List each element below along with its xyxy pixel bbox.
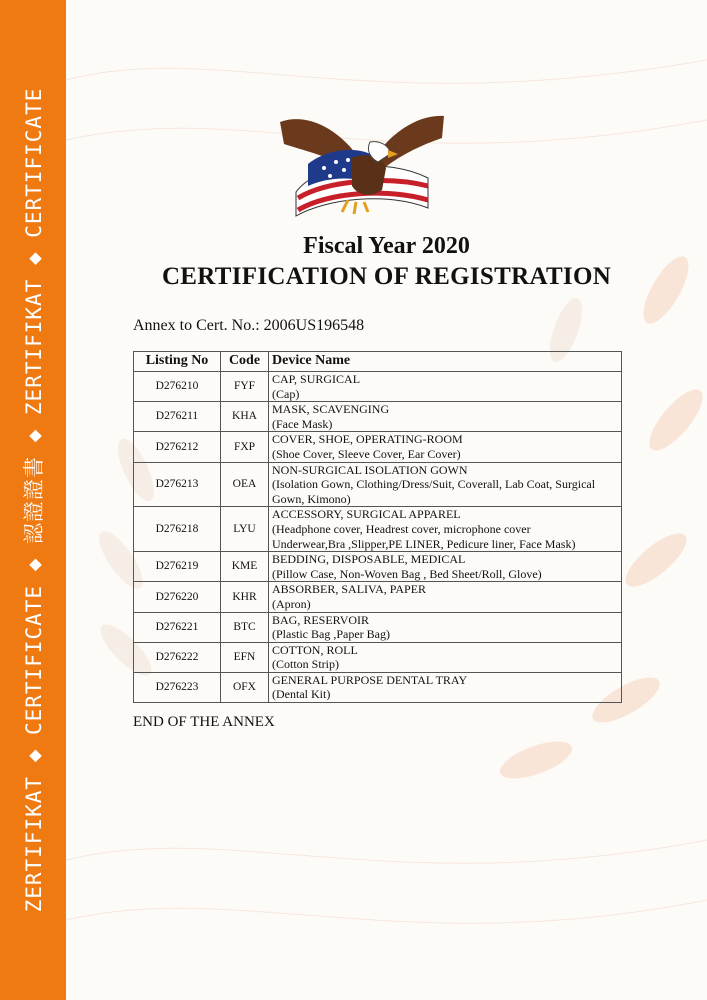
listing-no: D276211 [134, 402, 221, 432]
sidebar-text: ZERTIFIKAT ◆ CERTIFICATE ◆ 認證證書 ◆ ZERTIFIKAT ◆ CERTIFICATE [22, 87, 46, 913]
end-of-annex: END OF THE ANNEX [133, 714, 275, 730]
listing-no: D276223 [134, 672, 221, 702]
listing-no: D276221 [134, 612, 221, 642]
table-row [134, 402, 622, 432]
device-code: BTC [221, 612, 269, 642]
device-code: OFX [221, 672, 269, 702]
table-row [134, 672, 622, 702]
device-name: BEDDING, DISPOSABLE, MEDICAL (Pillow Case, Non-Woven Bag , Bed Sheet/Roll, Glove) [269, 552, 622, 582]
listing-no: D276222 [134, 642, 221, 672]
device-name: CAP, SURGICAL (Cap) [269, 372, 622, 402]
device-code: KHA [221, 402, 269, 432]
table-row [134, 612, 622, 642]
annex-cert-number: Annex to Cert. No.: 2006US196548 [133, 317, 365, 334]
table-row [134, 507, 622, 552]
device-name: MASK, SCAVENGING (Face Mask) [269, 402, 622, 432]
device-name: BAG, RESERVOIR (Plastic Bag ,Paper Bag) [269, 612, 622, 642]
listing-no: D276212 [134, 432, 221, 462]
header-device-name: Device Name [269, 352, 622, 372]
device-name: ABSORBER, SALIVA, PAPER (Apron) [269, 582, 622, 612]
device-code: LYU [221, 507, 269, 552]
header-code: Code [221, 352, 269, 372]
table-row [134, 642, 622, 672]
device-code: KME [221, 552, 269, 582]
fiscal-year-heading: Fiscal Year 2020 [303, 233, 470, 259]
device-name: GENERAL PURPOSE DENTAL TRAY (Dental Kit) [269, 672, 622, 702]
device-code: EFN [221, 642, 269, 672]
listing-no: D276213 [134, 462, 221, 507]
table-row [134, 582, 622, 612]
table-row [134, 372, 622, 402]
certificate-sidebar [0, 0, 66, 1000]
eagle-flag-emblem [278, 112, 446, 222]
listing-no: D276220 [134, 582, 221, 612]
table-header-row [134, 352, 622, 372]
device-name: COVER, SHOE, OPERATING-ROOM (Shoe Cover, Sleeve Cover, Ear Cover) [269, 432, 622, 462]
listing-no: D276219 [134, 552, 221, 582]
header-listing-no: Listing No [134, 352, 221, 372]
device-name: NON-SURGICAL ISOLATION GOWN (Isolation Gown, Clothing/Dress/Suit, Coverall, Lab Coat, Surgical Gown, Kimono) [269, 462, 622, 507]
table-row [134, 462, 622, 507]
certificate-title: CERTIFICATION OF REGISTRATION [161, 263, 612, 290]
device-code: KHR [221, 582, 269, 612]
table-row [134, 432, 622, 462]
listing-no: D276218 [134, 507, 221, 552]
device-name: COTTON, ROLL (Cotton Strip) [269, 642, 622, 672]
device-code: OEA [221, 462, 269, 507]
listing-no: D276210 [134, 372, 221, 402]
table-row [134, 552, 622, 582]
device-name: ACCESSORY, SURGICAL APPAREL (Headphone cover, Headrest cover, microphone cover Underwear,Bra ,Slipper,PE LINER, Pedicure liner, Face Mask) [269, 507, 622, 552]
device-code: FXP [221, 432, 269, 462]
device-code: FYF [221, 372, 269, 402]
device-table [133, 351, 622, 703]
